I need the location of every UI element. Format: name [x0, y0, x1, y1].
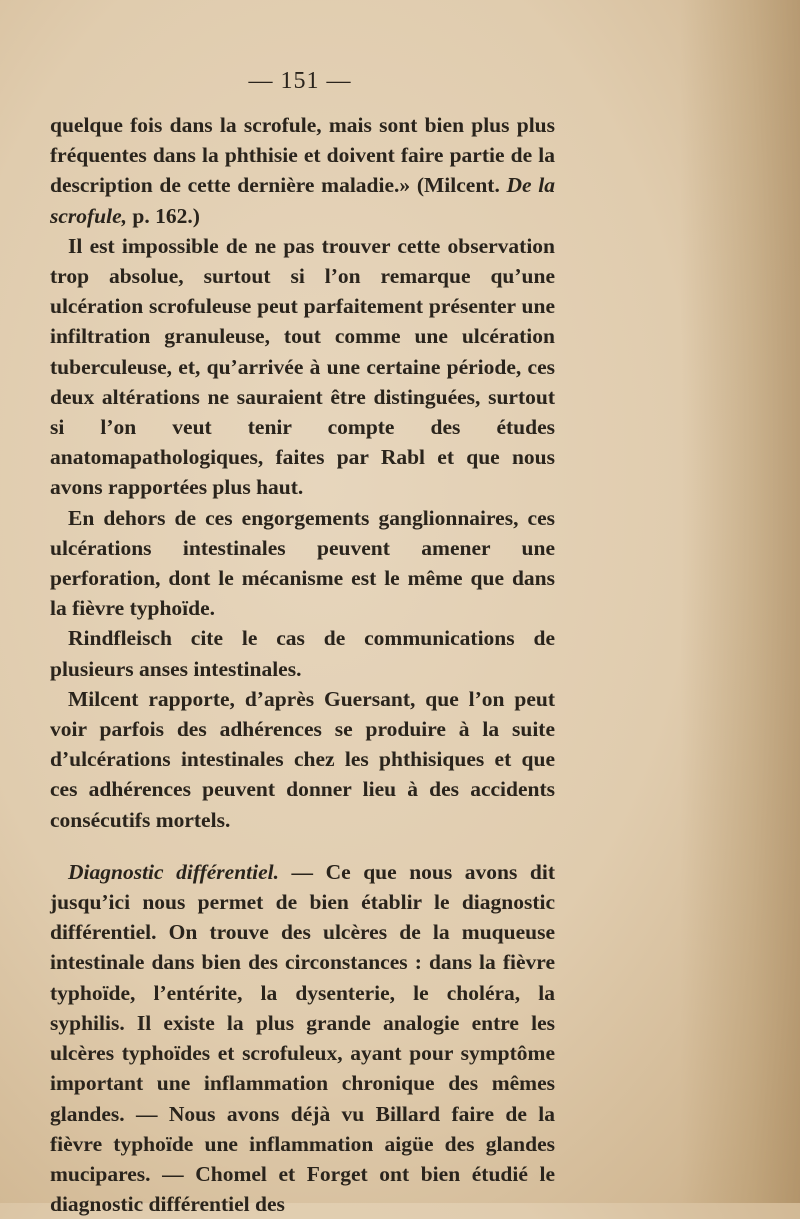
paragraph-1-text: quelque fois dans la scrofule, mais sont bien plus plus fréquentes dans la phthisie et doivent faire partie de la description de cette dernière maladie.» (Milcent.	[50, 113, 555, 198]
paragraph-6-text: — Ce que nous avons dit jusqu’ici nous permet de bien établir le diagnostic différentiel. On trouve des ulcères de la muqueuse intestinale dans bien des circonstances : dans la fièvre typhoïde, l’entérite, la dysenterie, le choléra, la syphilis. Il existe la plus grande analogie entre les ulcères typhoïdes et scrofuleux, ayant pour symptôme important une inflammation chronique des mêmes glandes. — Nous avons déjà vu Billard faire de la fièvre typhoïde une inflammation aigüe des glandes mucipares. — Chomel et Forget ont bien étudié le diagnostic différentiel des	[50, 859, 555, 1217]
paragraph-1	[50, 110, 555, 231]
section-heading: Diagnostic différentiel.	[68, 859, 280, 884]
paragraph-2: Il est impossible de ne pas trouver cette observation trop absolue, surtout si l’on remarque qu’une ulcération scrofuleuse peut parfaitement présenter une infiltration granuleuse, tout comme une ulcération tuberculeuse, et, qu’arrivée à une certaine période, ces deux altérations ne sauraient être distinguées, surtout si l’on veut tenir compte des études anatomapathologiques, faites par Rabl et que nous avons rapportées plus haut.	[50, 233, 555, 500]
paragraph-5: Milcent rapporte, d’après Guersant, que l’on peut voir parfois des adhérences se produire à la suite d’ulcérations intestinales chez les phthisiques et que ces adhérences peuvent donner lieu à des accidents consécutifs mortels.	[50, 686, 555, 832]
page-edge-shadow	[680, 0, 800, 1203]
paragraph-1-tail: p. 162.)	[127, 203, 200, 228]
page-number: — 151 —	[248, 68, 352, 94]
paragraph-4: Rindfleisch cite le cas de communications de plusieurs anses intestinales.	[50, 626, 555, 681]
body-text	[50, 110, 555, 1219]
citation-title: De la scrofule,	[50, 173, 556, 228]
paragraph-6	[50, 857, 555, 1219]
paragraph-3: En dehors de ces engorgements ganglionnaires, ces ulcérations intestinales peuvent amener une perforation, dont le mécanisme est le même que dans la fièvre typhoïde.	[50, 505, 555, 621]
